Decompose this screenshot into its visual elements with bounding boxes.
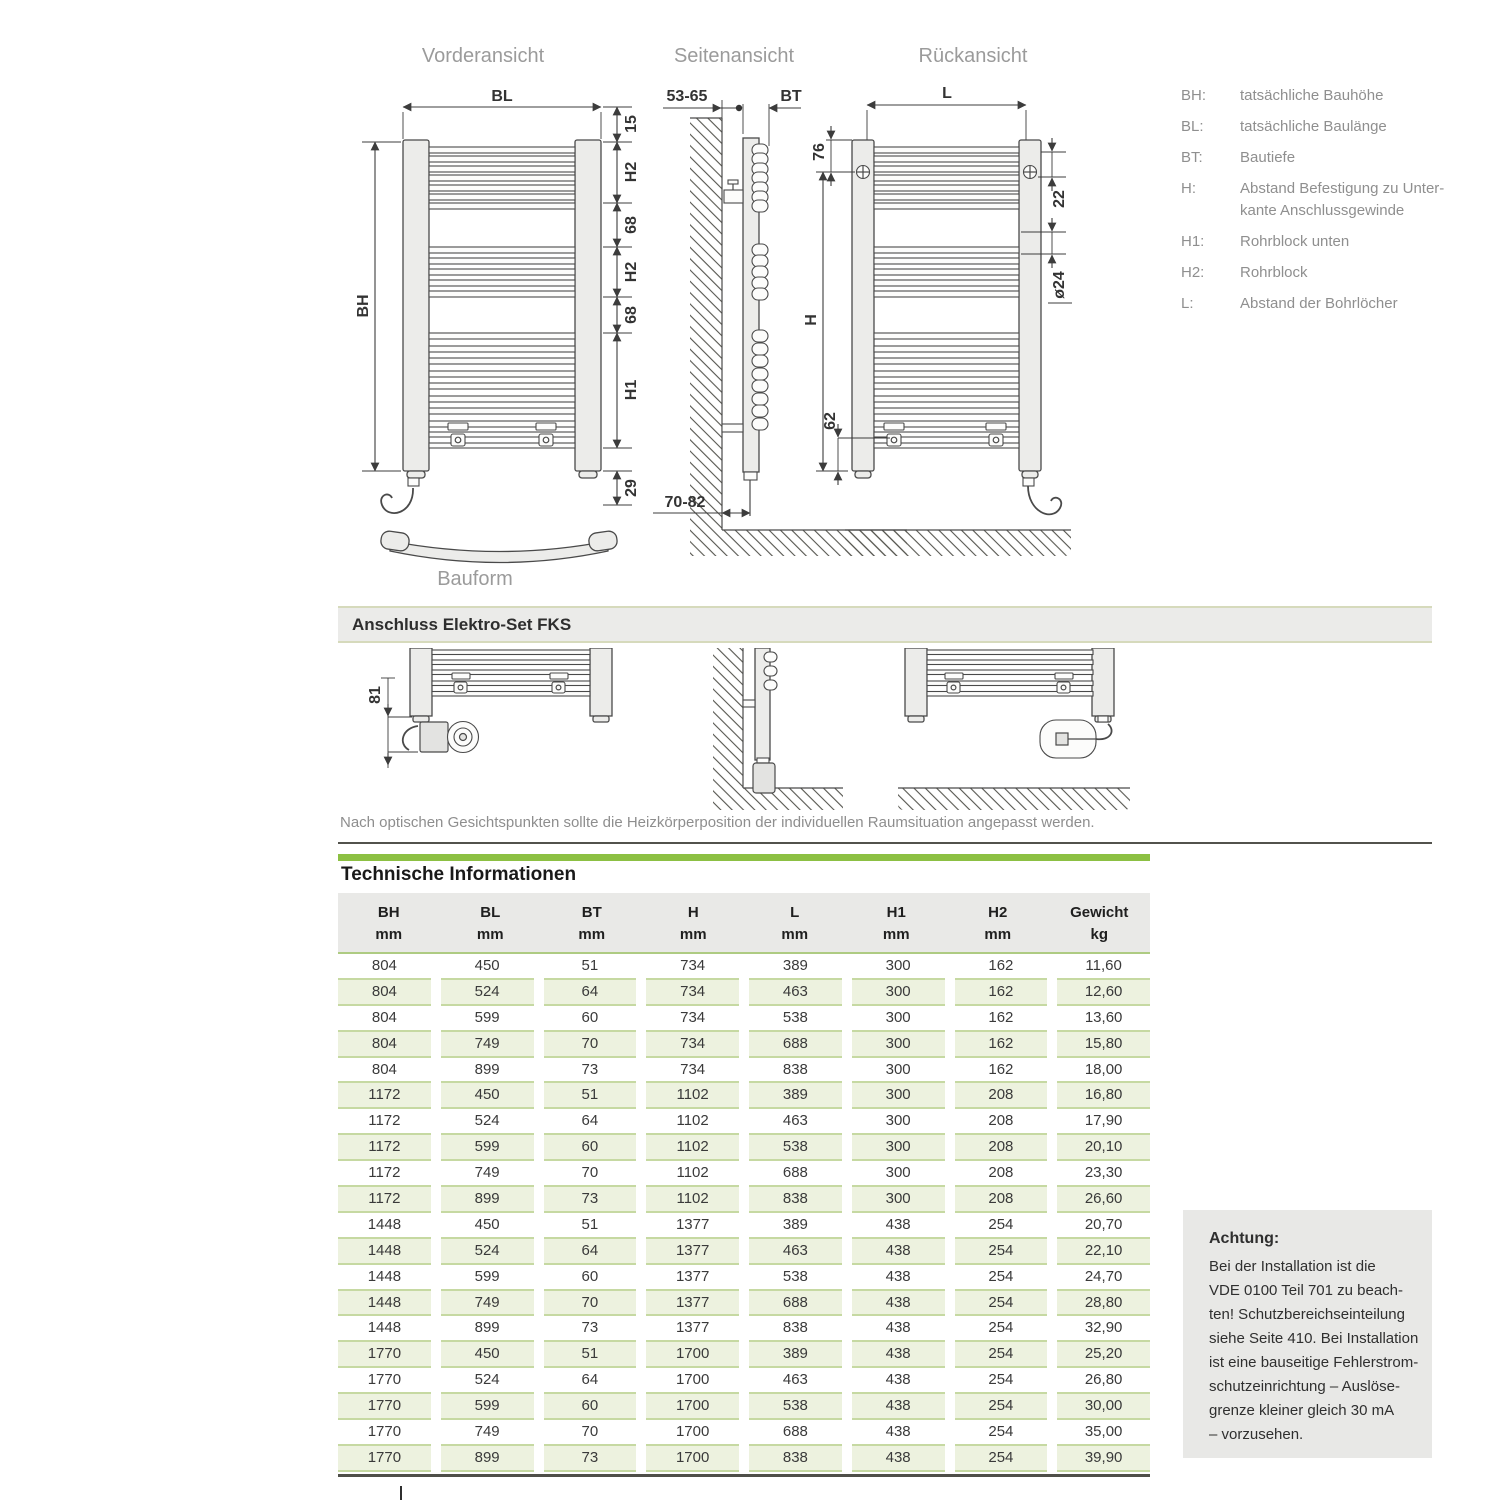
table-cell: 64 [544, 980, 637, 1006]
table-row [338, 954, 1150, 980]
table-cell: 463 [749, 1109, 842, 1135]
side-view-title: Seitenansicht [673, 45, 795, 67]
dim-label-68-top: 68 [623, 216, 640, 234]
table-cell: 688 [749, 1420, 842, 1446]
table-cell: 599 [441, 1135, 534, 1161]
table-cell: 13,60 [1057, 1006, 1150, 1032]
legend-value: Abstand der Bohrlöcher [1240, 295, 1398, 312]
table-cell: 1448 [338, 1213, 431, 1239]
table-cell: 20,10 [1057, 1135, 1150, 1161]
legend-item-h1 [1181, 231, 1451, 253]
table-cell: 899 [441, 1446, 534, 1472]
dim-label-53-65: 53-65 [666, 88, 708, 105]
table-cell: 1172 [338, 1083, 431, 1109]
table-cell: 804 [338, 1032, 431, 1058]
legend-value [1240, 178, 1451, 222]
table-cell: 208 [955, 1161, 1048, 1187]
column-unit: mm [984, 926, 1012, 943]
table-cell: 254 [955, 1265, 1048, 1291]
table-cell: 1770 [338, 1342, 431, 1368]
table-cell: 438 [852, 1291, 945, 1317]
table-cell: 254 [955, 1420, 1048, 1446]
front-view-drawing [355, 88, 640, 513]
dim-label-h1: H1 [623, 379, 640, 401]
table-cell: 162 [955, 1058, 1048, 1084]
table-cell: 1700 [646, 1342, 739, 1368]
table-cell: 804 [338, 1006, 431, 1032]
table-cell: 450 [441, 1213, 534, 1239]
dim-label-70-82: 70-82 [664, 494, 706, 511]
table-row [338, 1083, 1150, 1109]
table-cell: 389 [749, 954, 842, 980]
table-row [338, 1394, 1150, 1420]
table-cell: 64 [544, 1109, 637, 1135]
table-cell: 524 [441, 1109, 534, 1135]
legend-value: tatsächliche Baulänge [1240, 118, 1387, 135]
dim-label-o24: ø24 [1051, 271, 1068, 299]
column-unit: mm [476, 926, 504, 943]
dim-label-15: 15 [623, 115, 640, 133]
table-cell: 64 [544, 1239, 637, 1265]
table-cell: 162 [955, 980, 1048, 1006]
table-cell: 1448 [338, 1239, 431, 1265]
legend-key: H1: [1181, 233, 1205, 250]
table-cell: 20,70 [1057, 1213, 1150, 1239]
column-unit: mm [578, 926, 606, 943]
table-cell: 1172 [338, 1161, 431, 1187]
table-cell: 25,20 [1057, 1342, 1150, 1368]
table-cell: 1102 [646, 1135, 739, 1161]
dim-label-bt: BT [780, 88, 802, 105]
table-cell: 838 [749, 1058, 842, 1084]
technical-drawings-svg [340, 70, 1140, 605]
table-row [338, 1006, 1150, 1032]
rear-view-drawing [803, 85, 1072, 556]
notice-line: ist eine bauseitige Fehlerstrom- [1209, 1354, 1419, 1371]
table-cell: 1770 [338, 1420, 431, 1446]
dim-label-29: 29 [623, 479, 640, 497]
table-cell: 51 [544, 1083, 637, 1109]
table-cell: 838 [749, 1446, 842, 1472]
table-cell: 208 [955, 1083, 1048, 1109]
table-cell: 22,10 [1057, 1239, 1150, 1265]
table-cell: 254 [955, 1291, 1048, 1317]
column-unit: mm [679, 926, 707, 943]
column-header-h2 [947, 893, 1049, 952]
table-cell: 70 [544, 1291, 637, 1317]
table-cell: 804 [338, 1058, 431, 1084]
table-cell: 749 [441, 1032, 534, 1058]
table-cell: 35,00 [1057, 1420, 1150, 1446]
table-cell: 599 [441, 1394, 534, 1420]
table-cell: 51 [544, 1213, 637, 1239]
table-cell: 73 [544, 1058, 637, 1084]
dim-label-bh: BH [355, 294, 372, 318]
table-cell: 538 [749, 1006, 842, 1032]
notice-line: – vorzusehen. [1209, 1426, 1304, 1443]
column-header-l [744, 893, 846, 952]
table-cell: 899 [441, 1187, 534, 1213]
table-cell: 438 [852, 1213, 945, 1239]
column-label: BT [581, 904, 602, 921]
table-cell: 254 [955, 1368, 1048, 1394]
table-row [338, 980, 1150, 1006]
column-header-bl [440, 893, 542, 952]
table-row [338, 1161, 1150, 1187]
table-cell: 26,60 [1057, 1187, 1150, 1213]
fks-caption: Nach optischen Gesichtspunkten sollte die Heizkörperposition der individuellen Raumsituation angepasst werden. [340, 814, 1095, 831]
table-cell: 208 [955, 1109, 1048, 1135]
bauform-drawing [380, 530, 618, 562]
table-cell: 438 [852, 1394, 945, 1420]
dimension-legend [1181, 85, 1451, 324]
table-cell: 438 [852, 1446, 945, 1472]
table-cell: 1102 [646, 1187, 739, 1213]
table-cell: 26,80 [1057, 1368, 1150, 1394]
column-header-h [643, 893, 745, 952]
dim-label-81: 81 [367, 686, 384, 704]
legend-value-line2: kante Anschlussgewinde [1240, 202, 1405, 219]
legend-value-line1: Abstand Befestigung zu Unter- [1240, 180, 1445, 197]
dim-label-22: 22 [1051, 190, 1068, 208]
table-cell: 899 [441, 1316, 534, 1342]
table-row [338, 1058, 1150, 1084]
legend-item-bl [1181, 116, 1451, 138]
table-cell: 300 [852, 1109, 945, 1135]
table-cell: 734 [646, 980, 739, 1006]
table-cell: 18,00 [1057, 1058, 1150, 1084]
table-cell: 389 [749, 1342, 842, 1368]
dim-label-h2-top: H2 [623, 161, 640, 183]
table-cell: 51 [544, 1342, 637, 1368]
column-unit: mm [882, 926, 910, 943]
column-label: H1 [886, 904, 906, 921]
table-cell: 450 [441, 954, 534, 980]
table-cell: 254 [955, 1316, 1048, 1342]
table-row [338, 1187, 1150, 1213]
table-cell: 300 [852, 1006, 945, 1032]
dim-label-l: L [942, 85, 952, 102]
table-cell: 734 [646, 954, 739, 980]
table-cell: 1448 [338, 1291, 431, 1317]
table-row [338, 1420, 1150, 1446]
table-cell: 749 [441, 1420, 534, 1446]
table-cell: 60 [544, 1006, 637, 1032]
table-cell: 28,80 [1057, 1291, 1150, 1317]
table-cell: 300 [852, 1161, 945, 1187]
column-label: BL [480, 904, 501, 921]
rear-view-title: Rückansicht [918, 45, 1028, 67]
table-cell: 300 [852, 1187, 945, 1213]
table-cell: 32,90 [1057, 1316, 1150, 1342]
table-cell: 538 [749, 1265, 842, 1291]
column-label: BH [377, 904, 400, 921]
table-cell: 389 [749, 1083, 842, 1109]
table-cell: 30,00 [1057, 1394, 1150, 1420]
table-cell: 1448 [338, 1265, 431, 1291]
table-cell: 734 [646, 1058, 739, 1084]
fks-front-diagram [367, 648, 612, 768]
table-cell: 16,80 [1057, 1083, 1150, 1109]
notice-line: Bei der Installation ist die [1209, 1258, 1376, 1275]
table-cell: 300 [852, 1083, 945, 1109]
section-divider-rule [338, 842, 1432, 844]
table-cell: 899 [441, 1058, 534, 1084]
table-cell: 24,70 [1057, 1265, 1150, 1291]
table-cell: 599 [441, 1265, 534, 1291]
table-cell: 599 [441, 1006, 534, 1032]
table-cell: 51 [544, 954, 637, 980]
legend-key: H: [1181, 180, 1196, 197]
table-cell: 1770 [338, 1394, 431, 1420]
spec-table [338, 893, 1150, 1472]
table-cell: 1377 [646, 1213, 739, 1239]
table-row [338, 1135, 1150, 1161]
legend-item-h [1181, 178, 1451, 222]
legend-value: Rohrblock unten [1240, 233, 1350, 250]
table-cell: 254 [955, 1213, 1048, 1239]
table-cell: 438 [852, 1316, 945, 1342]
notice-title: Achtung: [1209, 1230, 1280, 1247]
table-cell: 1700 [646, 1446, 739, 1472]
table-row [338, 1316, 1150, 1342]
bauform-label: Bauform [437, 568, 513, 590]
table-cell: 73 [544, 1316, 637, 1342]
table-cell: 1377 [646, 1239, 739, 1265]
fks-section-band [338, 606, 1432, 643]
table-row [338, 1109, 1150, 1135]
spec-table-body [338, 954, 1150, 1472]
table-cell: 438 [852, 1368, 945, 1394]
column-header-h1 [846, 893, 948, 952]
table-cell: 1377 [646, 1316, 739, 1342]
table-cell: 524 [441, 1368, 534, 1394]
table-cell: 254 [955, 1239, 1048, 1265]
table-cell: 17,90 [1057, 1109, 1150, 1135]
table-cell: 438 [852, 1420, 945, 1446]
fks-side-diagram [713, 648, 843, 810]
table-cell: 15,80 [1057, 1032, 1150, 1058]
table-cell: 73 [544, 1446, 637, 1472]
table-cell: 463 [749, 1239, 842, 1265]
column-label: H [687, 904, 699, 921]
table-cell: 463 [749, 1368, 842, 1394]
table-row [338, 1342, 1150, 1368]
legend-value: Rohrblock [1240, 264, 1308, 281]
table-cell: 538 [749, 1135, 842, 1161]
table-cell: 1102 [646, 1083, 739, 1109]
table-row [338, 1446, 1150, 1472]
table-cell: 438 [852, 1265, 945, 1291]
table-cell: 749 [441, 1291, 534, 1317]
dim-label-68-bot: 68 [623, 306, 640, 324]
table-row [338, 1368, 1150, 1394]
table-cell: 438 [852, 1239, 945, 1265]
table-cell: 1377 [646, 1265, 739, 1291]
table-cell: 23,30 [1057, 1161, 1150, 1187]
notice-line: VDE 0100 Teil 701 zu beach- [1209, 1282, 1404, 1299]
dim-label-62: 62 [822, 412, 839, 430]
table-cell: 70 [544, 1420, 637, 1446]
fks-rear-diagram [898, 648, 1130, 810]
table-cell: 1770 [338, 1368, 431, 1394]
fks-diagrams-svg [340, 648, 1140, 815]
table-cell: 73 [544, 1187, 637, 1213]
table-cell: 64 [544, 1368, 637, 1394]
column-label: Gewicht [1070, 904, 1129, 921]
table-cell: 450 [441, 1342, 534, 1368]
dim-label-h2-mid: H2 [623, 261, 640, 283]
table-cell: 11,60 [1057, 954, 1150, 980]
legend-key: BT: [1181, 149, 1203, 166]
legend-key: H2: [1181, 264, 1205, 281]
table-cell: 1377 [646, 1291, 739, 1317]
table-cell: 208 [955, 1135, 1048, 1161]
table-cell: 300 [852, 1032, 945, 1058]
table-cell: 300 [852, 1135, 945, 1161]
table-cell: 734 [646, 1032, 739, 1058]
table-cell: 804 [338, 954, 431, 980]
table-cell: 389 [749, 1213, 842, 1239]
dim-label-76: 76 [811, 143, 828, 161]
table-end-rule [338, 1474, 1150, 1477]
table-cell: 450 [441, 1083, 534, 1109]
table-cell: 254 [955, 1446, 1048, 1472]
table-cell: 162 [955, 954, 1048, 980]
legend-item-h2 [1181, 262, 1451, 284]
table-row [338, 1213, 1150, 1239]
column-header-bh [338, 893, 440, 952]
table-cell: 70 [544, 1161, 637, 1187]
notice-line: siehe Seite 410. Bei Installation [1209, 1330, 1419, 1347]
table-cell: 60 [544, 1394, 637, 1420]
dim-label-bl: BL [491, 88, 513, 105]
table-cell: 538 [749, 1394, 842, 1420]
table-cell: 1448 [338, 1316, 431, 1342]
table-cell: 39,90 [1057, 1446, 1150, 1472]
table-cell: 1102 [646, 1109, 739, 1135]
column-label: L [790, 904, 800, 921]
column-label: H2 [988, 904, 1008, 921]
table-header-row [338, 893, 1150, 954]
table-cell: 70 [544, 1032, 637, 1058]
legend-key: BH: [1181, 87, 1207, 104]
table-title: Technische Informationen [341, 864, 577, 885]
table-cell: 300 [852, 954, 945, 980]
legend-key: L: [1181, 295, 1194, 312]
table-row [338, 1032, 1150, 1058]
table-cell: 749 [441, 1161, 534, 1187]
table-row [338, 1239, 1150, 1265]
table-cell: 162 [955, 1006, 1048, 1032]
fks-section-title: Anschluss Elektro-Set FKS [352, 615, 572, 634]
legend-value: Bautiefe [1240, 149, 1296, 166]
legend-item-bh [1181, 85, 1451, 107]
notice-line: grenze kleiner gleich 30 mA [1209, 1402, 1395, 1419]
table-cell: 838 [749, 1316, 842, 1342]
legend-item-l [1181, 293, 1451, 315]
table-cell: 688 [749, 1161, 842, 1187]
table-cell: 1700 [646, 1368, 739, 1394]
table-cell: 254 [955, 1394, 1048, 1420]
table-cell: 734 [646, 1006, 739, 1032]
table-cell: 1172 [338, 1109, 431, 1135]
table-cell: 1700 [646, 1394, 739, 1420]
legend-key: BL: [1181, 118, 1204, 135]
table-cell: 60 [544, 1135, 637, 1161]
table-cell: 524 [441, 980, 534, 1006]
table-cell: 438 [852, 1342, 945, 1368]
dim-label-h: H [803, 314, 820, 326]
table-row [338, 1265, 1150, 1291]
table-cell: 254 [955, 1342, 1048, 1368]
table-cell: 60 [544, 1265, 637, 1291]
table-cell: 300 [852, 1058, 945, 1084]
table-cell: 1770 [338, 1446, 431, 1472]
notice-line: ten! Schutzbereichseinteilung [1209, 1306, 1405, 1323]
table-cell: 12,60 [1057, 980, 1150, 1006]
table-cell: 1172 [338, 1187, 431, 1213]
column-header-bt [541, 893, 643, 952]
column-unit: mm [375, 926, 403, 943]
table-cell: 463 [749, 980, 842, 1006]
table-cell: 804 [338, 980, 431, 1006]
table-cell: 162 [955, 1032, 1048, 1058]
front-view-title: Vorderansicht [421, 45, 545, 67]
table-cell: 1700 [646, 1420, 739, 1446]
table-cell: 838 [749, 1187, 842, 1213]
table-cell: 688 [749, 1032, 842, 1058]
column-header-gewicht [1049, 893, 1151, 952]
table-cell: 208 [955, 1187, 1048, 1213]
notice-box [1183, 1210, 1432, 1458]
table-row [338, 1291, 1150, 1317]
table-cell: 524 [441, 1239, 534, 1265]
cutoff-diagram-tick [400, 1486, 402, 1500]
notice-line: schutzeinrichtung – Auslöse- [1209, 1378, 1400, 1395]
column-unit: kg [1090, 926, 1108, 943]
legend-item-bt [1181, 147, 1451, 169]
table-cell: 1172 [338, 1135, 431, 1161]
table-accent-bar [338, 854, 1150, 861]
table-cell: 300 [852, 980, 945, 1006]
table-cell: 688 [749, 1291, 842, 1317]
column-unit: mm [781, 926, 809, 943]
table-cell: 1102 [646, 1161, 739, 1187]
legend-value: tatsächliche Bauhöhe [1240, 87, 1384, 104]
